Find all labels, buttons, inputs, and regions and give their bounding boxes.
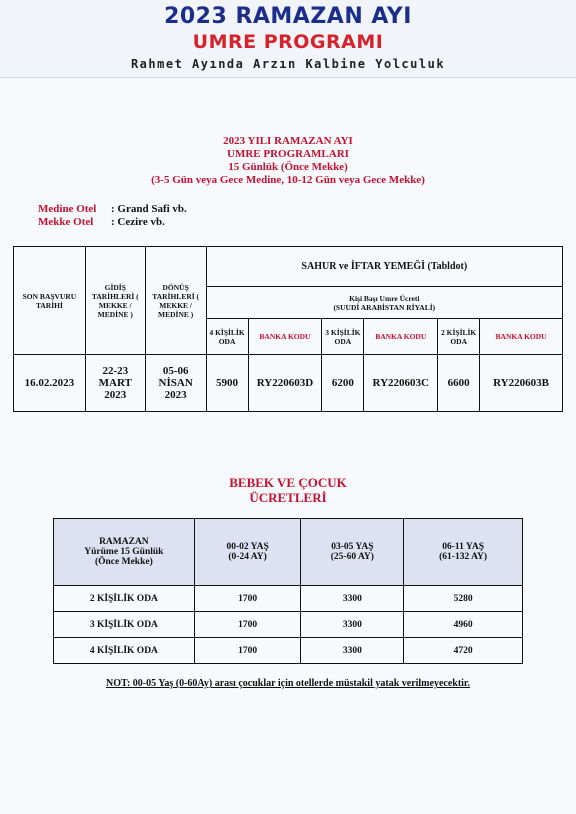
price-cell: 3300 xyxy=(301,586,404,612)
age-col-6-11 xyxy=(404,519,523,586)
meal-header: SAHUR ve İFTAR YEMEĞİ (Tabldot) xyxy=(206,247,562,287)
room-4-header: 4 KİŞİLİK ODA xyxy=(206,319,248,355)
program-line4: (3-5 Gün veya Gece Medine, 10-12 Gün veya Gece Mekke) xyxy=(151,174,425,186)
child-header-line3: (Önce Mekke) xyxy=(94,557,153,567)
price-cell: 4960 xyxy=(404,612,523,638)
child-section-title xyxy=(0,475,576,505)
page-header xyxy=(0,0,576,78)
bank-code-2: RY220603B xyxy=(480,355,563,412)
donus-date-line1: 05-06 xyxy=(162,365,189,377)
gidis-date xyxy=(85,355,145,412)
price-cell: 5280 xyxy=(404,586,523,612)
header-title-line2: UMRE PROGRAMI xyxy=(192,31,384,53)
bank-code-header-3: BANKA KODU xyxy=(364,319,438,355)
bank-code-header-4: BANKA KODU xyxy=(248,319,322,355)
age-col-0-2 xyxy=(194,519,301,586)
program-line1: 2023 YILI RAMAZAN AYI xyxy=(223,135,353,147)
child-header-line1: RAMAZAN xyxy=(99,537,149,547)
price-cell: 4720 xyxy=(404,638,523,664)
price-cell: 3300 xyxy=(301,612,404,638)
table-row xyxy=(14,355,563,412)
hotel-medine-label: Medine Otel xyxy=(38,203,97,215)
age-col-0-2-line1: 00-02 YAŞ xyxy=(226,542,269,552)
hotel-mekke xyxy=(38,216,187,229)
header-title-line1: 2023 RAMAZAN AYI xyxy=(164,4,412,29)
hotel-medine-value: : Grand Safi vb. xyxy=(111,203,187,215)
gidis-date-line3: 2023 xyxy=(104,389,127,401)
price-header-line1: Kişi Başı Umre Ücreti xyxy=(349,293,420,303)
table-row xyxy=(54,612,523,638)
donus-date-line2: NİSAN xyxy=(158,377,193,389)
child-header-line2: Yürüme 15 Günlük xyxy=(84,547,164,557)
age-col-0-2-line2: (0-24 AY) xyxy=(228,552,267,562)
hotel-medine xyxy=(38,203,187,216)
room-2-header: 2 KİŞİLİK ODA xyxy=(438,319,480,355)
room-label: 2 KİŞİLİK ODA xyxy=(54,586,195,612)
col-son-basvuru: SON BAŞVURU TARİHİ xyxy=(14,247,86,355)
child-price-table xyxy=(53,518,523,664)
header-tagline: Rahmet Ayında Arzın Kalbine Yolculuk xyxy=(130,57,446,71)
hotel-mekke-value: : Cezire vb. xyxy=(111,216,165,228)
price-header xyxy=(206,287,562,319)
bank-code-header-2: BANKA KODU xyxy=(480,319,563,355)
price-cell: 1700 xyxy=(194,586,301,612)
bank-code-4: RY220603D xyxy=(248,355,322,412)
age-col-6-11-line2: (61-132 AY) xyxy=(439,552,488,562)
room-3-header: 3 KİŞİLİK ODA xyxy=(322,319,364,355)
donus-date-line3: 2023 xyxy=(164,389,187,401)
program-line3: 15 Günlük (Önce Mekke) xyxy=(228,161,348,173)
table-row xyxy=(54,586,523,612)
program-title xyxy=(0,135,576,187)
age-col-3-5-line1: 03-05 YAŞ xyxy=(331,542,374,552)
room-label: 4 KİŞİLİK ODA xyxy=(54,638,195,664)
price-header-line2: (SUUDİ ARABİSTAN RİYALİ) xyxy=(333,302,436,312)
col-gidis: GİDİŞ TARİHLERİ ( MEKKE / MEDİNE ) xyxy=(85,247,145,355)
price-cell: 1700 xyxy=(194,612,301,638)
gidis-date-line2: MART xyxy=(98,377,132,389)
price-cell: 3300 xyxy=(301,638,404,664)
age-col-3-5 xyxy=(301,519,404,586)
hotel-mekke-label: Mekke Otel xyxy=(38,216,94,228)
price-4: 5900 xyxy=(206,355,248,412)
program-line2: UMRE PROGRAMLARI xyxy=(227,148,349,160)
header-divider xyxy=(0,77,576,78)
age-col-3-5-line2: (25-60 AY) xyxy=(330,552,374,562)
child-table-header xyxy=(54,519,195,586)
price-cell: 1700 xyxy=(194,638,301,664)
col-donus: DÖNÜŞ TARİHLERİ ( MEKKE / MEDİNE ) xyxy=(145,247,206,355)
hotel-list xyxy=(38,203,187,229)
child-title-line1: BEBEK VE ÇOCUK xyxy=(229,475,347,490)
child-title-line2: ÜCRETLERİ xyxy=(249,490,327,505)
price-2: 6600 xyxy=(438,355,480,412)
price-table xyxy=(13,246,563,412)
price-3: 6200 xyxy=(322,355,364,412)
gidis-date-line1: 22-23 xyxy=(102,365,129,377)
child-note: NOT: 00-05 Yaş (0-60Ay) arası çocuklar için otellerde müstakil yatak verilmeyecektir. xyxy=(106,678,470,689)
age-col-6-11-line1: 06-11 YAŞ xyxy=(442,542,485,552)
table-row xyxy=(54,638,523,664)
bank-code-3: RY220603C xyxy=(364,355,438,412)
room-label: 3 KİŞİLİK ODA xyxy=(54,612,195,638)
donus-date xyxy=(145,355,206,412)
son-basvuru-date: 16.02.2023 xyxy=(14,355,86,412)
